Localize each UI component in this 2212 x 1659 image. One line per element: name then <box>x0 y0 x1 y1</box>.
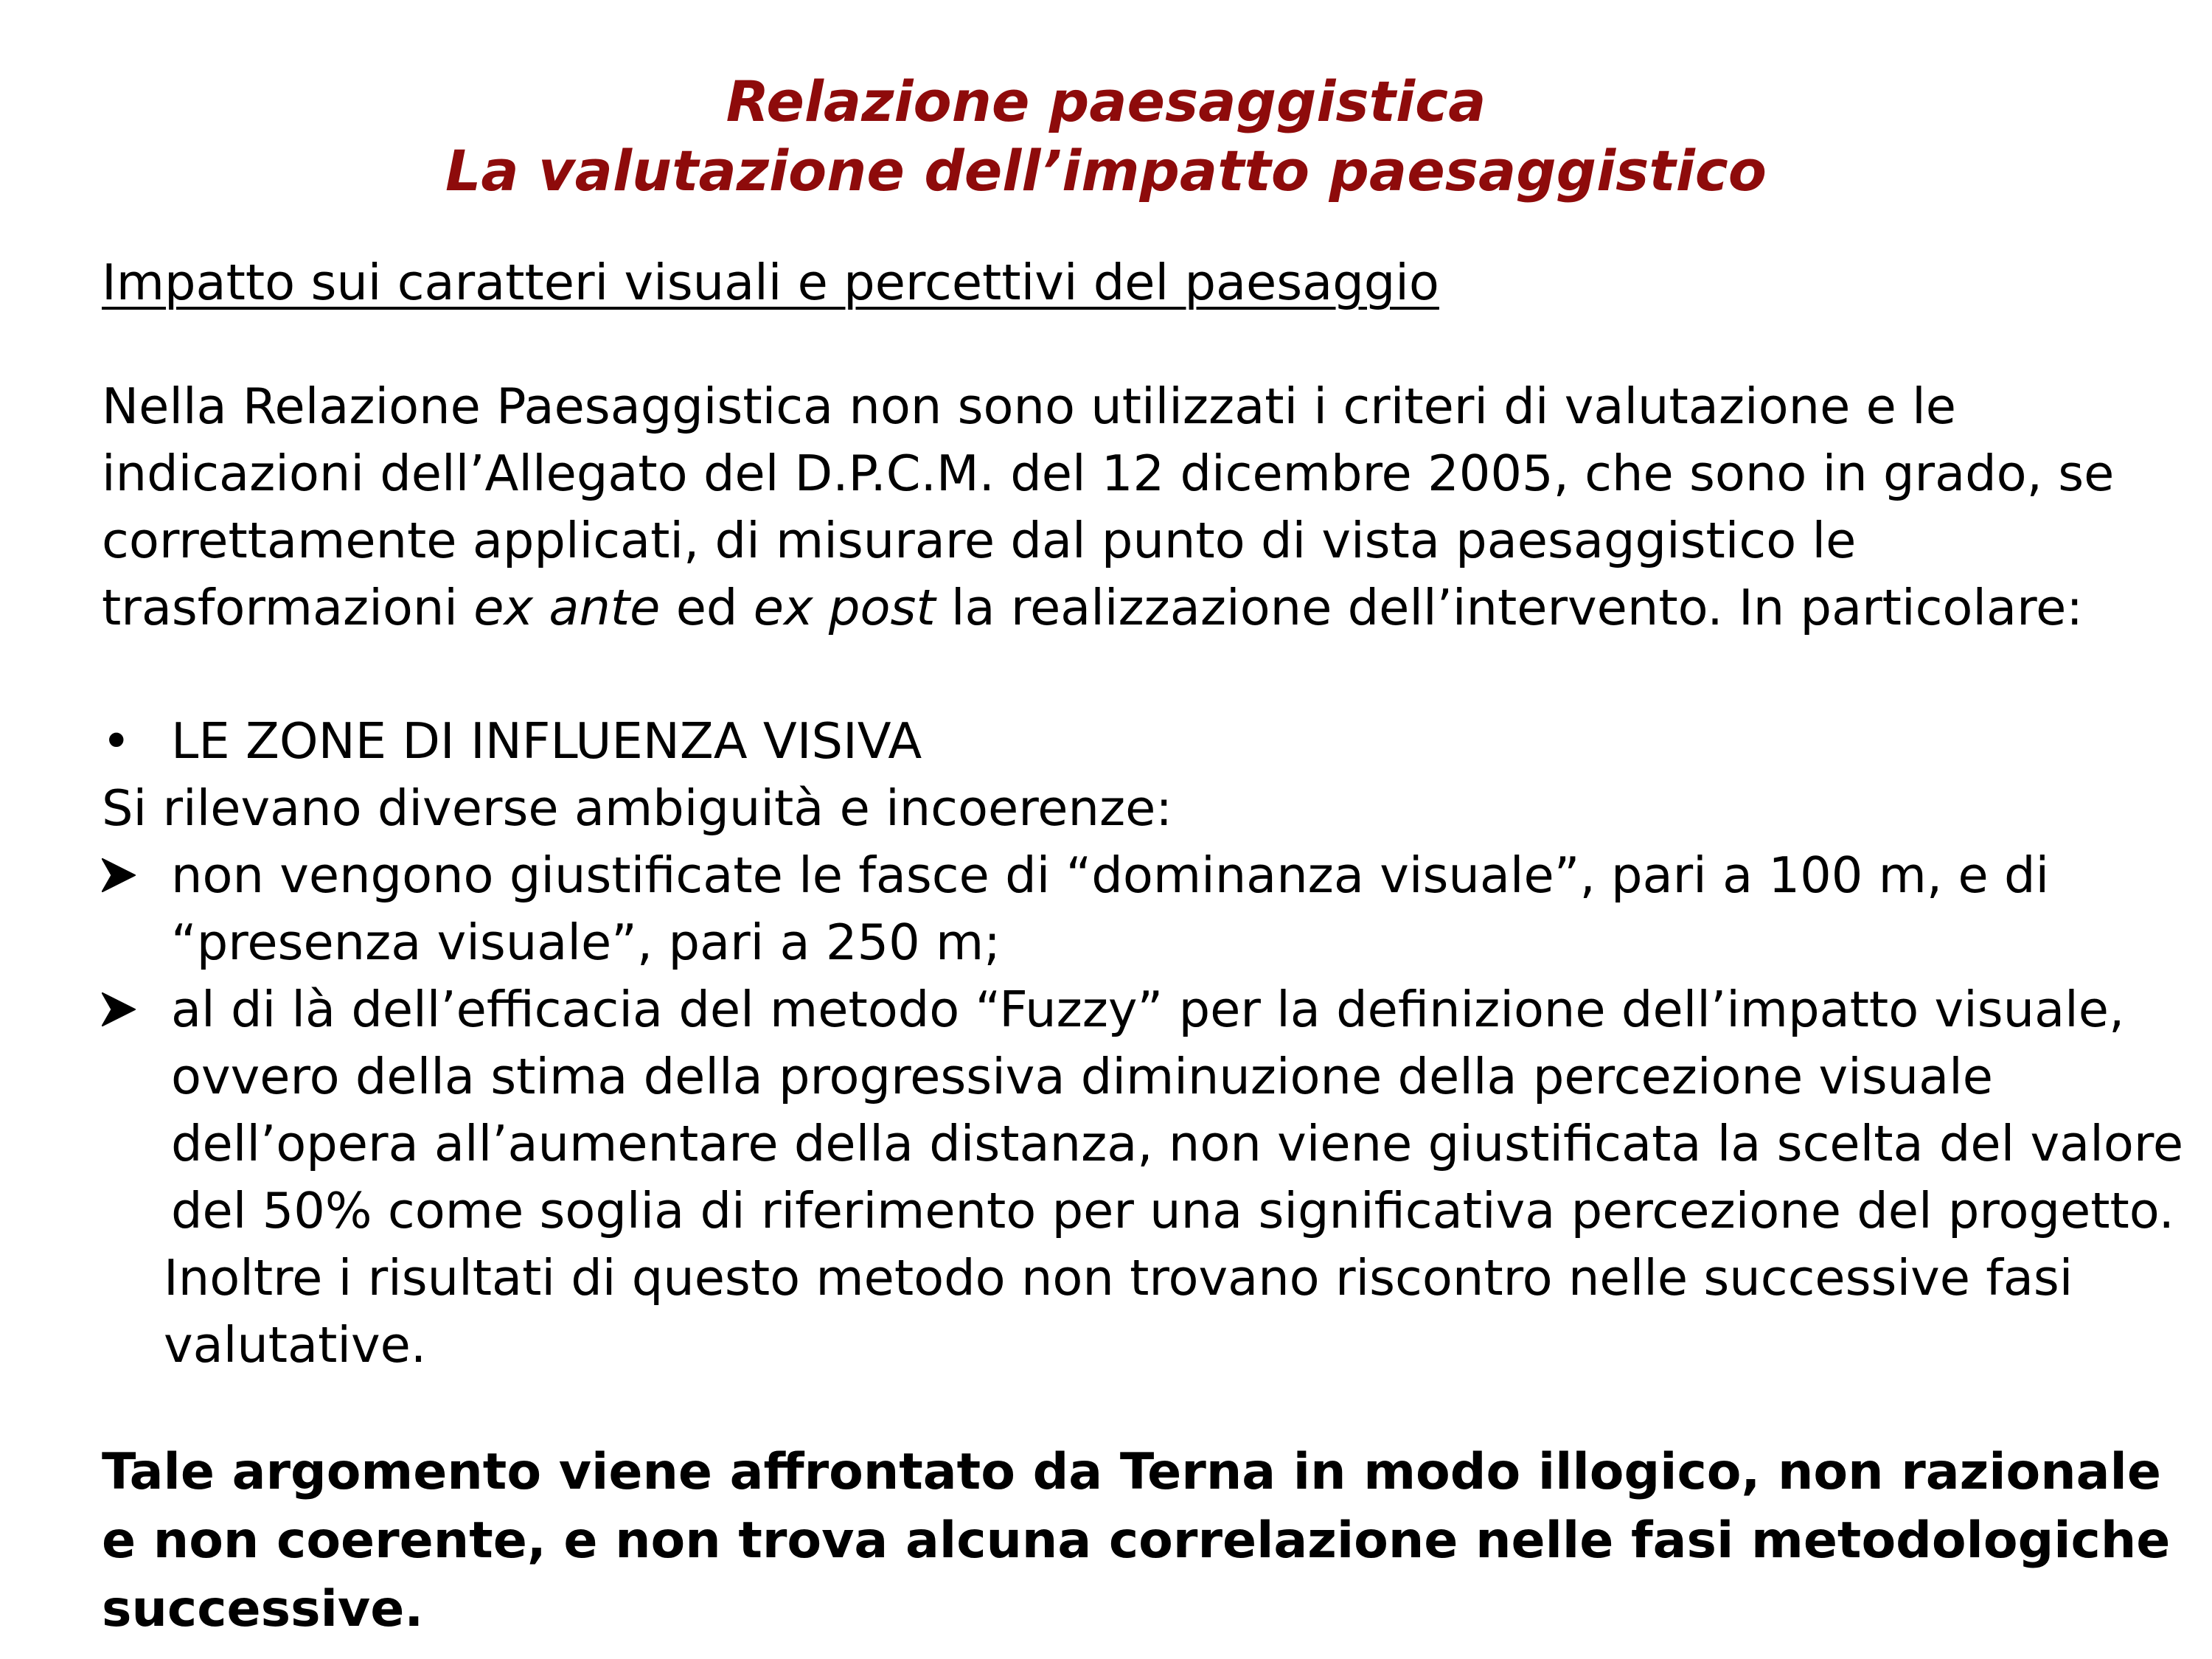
slide-title: Relazione paesaggistica <box>726 69 1486 134</box>
point-line: del 50% come soglia di riferimento per una significativa percezione del progetto. <box>171 1182 2174 1239</box>
point-line: non vengono giustificate le fasce di “dominanza visuale”, pari a 100 m, e di <box>171 846 2050 904</box>
intro-line <box>102 574 2181 641</box>
ex-ante-text: ex ante <box>473 579 661 636</box>
note-paragraph <box>164 1245 2073 1379</box>
conclusion-paragraph <box>102 1438 2170 1644</box>
arrow-bullet-icon <box>102 976 161 1043</box>
intro-text: ed <box>660 579 754 636</box>
point-text <box>171 842 2049 976</box>
conclusion-line: e non coerente, e non trova alcuna correlazione nelle fasi metodologiche <box>102 1512 2171 1570</box>
intro-paragraph <box>102 373 2181 641</box>
point-line: dell’opera all’aumentare della distanza, non viene giustificata la scelta del valore <box>171 1115 2184 1172</box>
arrow-bullet-icon <box>102 842 161 909</box>
intro-line: indicazioni dell’Allegato del D.P.C.M. del 12 dicembre 2005, che sono in grado, se <box>102 445 2115 502</box>
point-line: al di là dell’efficacia del metodo “Fuzzy” per la definizione dell’impatto visuale, <box>171 981 2125 1038</box>
point-line: “presenza visuale”, pari a 250 m; <box>171 914 1001 971</box>
note-line: valutative. <box>164 1316 427 1374</box>
intro-line: correttamente applicati, di misurare dal punto di vista paesaggistico le <box>102 512 1857 569</box>
bullet-dot-icon: • <box>102 712 131 770</box>
ex-post-text: ex post <box>753 579 936 636</box>
intro-line: Nella Relazione Paesaggistica non sono utilizzati i criteri di valutazione e le <box>102 378 1956 435</box>
lead-text: Si rilevano diverse ambiguità e incoerenze: <box>102 779 1172 837</box>
point-line: ovvero della stima della progressiva diminuzione della percezione visuale <box>171 1048 1994 1105</box>
conclusion-line: successive. <box>102 1580 424 1638</box>
bullet-label: LE ZONE DI INFLUENZA VISIVA <box>171 712 922 770</box>
note-line: Inoltre i risultati di questo metodo non trovano riscontro nelle successive fasi <box>164 1249 2073 1307</box>
point-text <box>171 976 2183 1245</box>
slide-subtitle: La valutazione dell’impatto paesaggistico <box>445 138 1767 204</box>
conclusion-line: Tale argomento viene affrontato da Terna in modo illogico, non razionale <box>102 1443 2161 1501</box>
intro-text: la realizzazione dell’intervento. In particolare: <box>935 579 2083 636</box>
intro-text: trasformazioni <box>102 579 474 636</box>
section-heading: Impatto sui caratteri visuali e percettivi del paesaggio <box>102 254 1439 311</box>
